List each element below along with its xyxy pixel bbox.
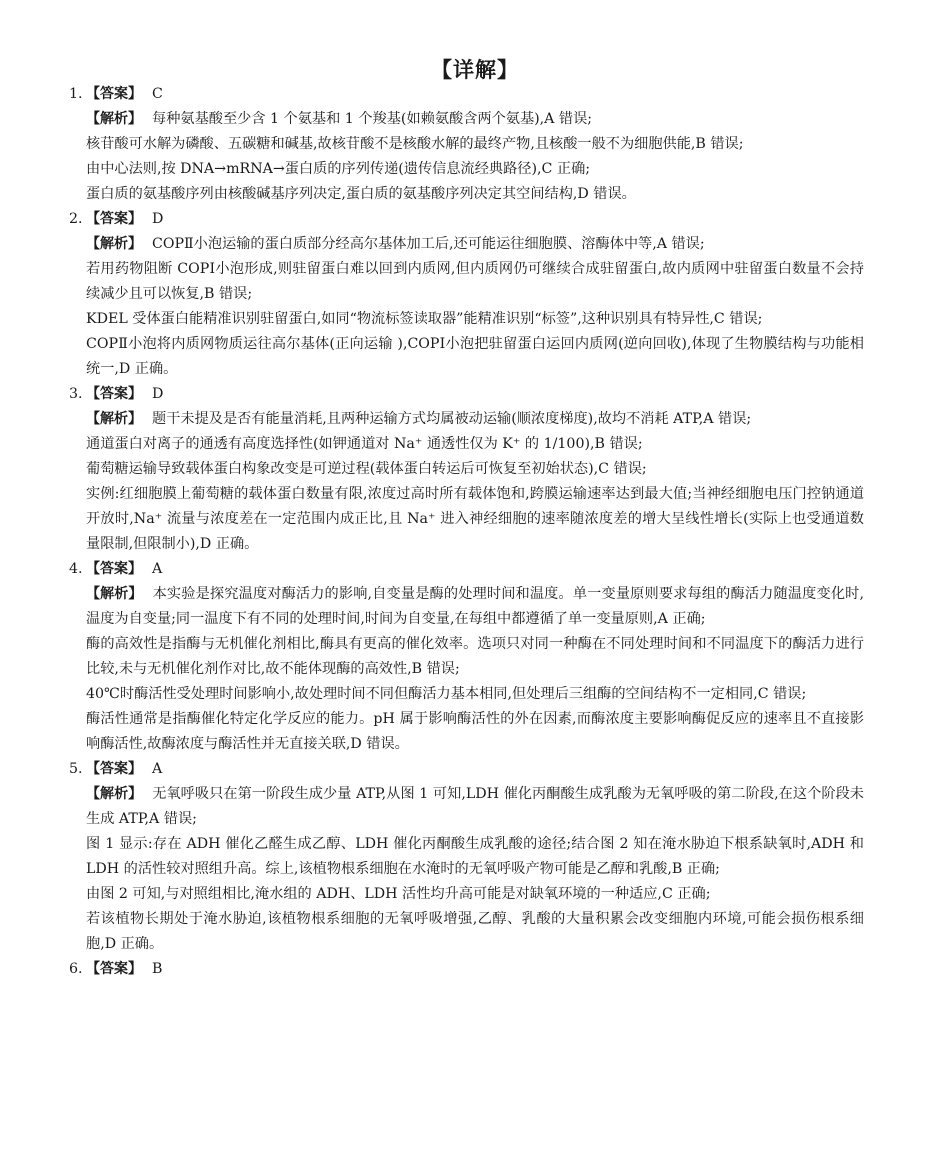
question-block bbox=[69, 207, 864, 382]
analysis-text: 酶活性通常是指酶催化特定化学反应的能力。pH 属于影响酶活性的外在因素,而酶浓度主要影响酶促反应的速率且不直接影响酶活性,故酶浓度与酶活性并无直接关联,D 错误。 bbox=[86, 711, 864, 752]
question-block bbox=[69, 382, 864, 557]
analysis-text: 由图 2 可知,与对照组相比,淹水组的 ADH、LDH 活性均升高可能是对缺氧环境的一种适应,C 正确; bbox=[86, 886, 711, 902]
question-block bbox=[69, 82, 864, 207]
analysis-paragraph bbox=[86, 682, 864, 707]
question-number: 6. bbox=[69, 961, 83, 977]
answer-label: 【答案】 bbox=[86, 211, 142, 227]
page-title: 【详解】 bbox=[431, 58, 519, 82]
question-number: 4. bbox=[69, 561, 83, 577]
analysis-text: 通道蛋白对离子的通透有高度选择性(如钾通道对 Na⁺ 通透性仅为 K⁺ 的 1/100),B 错误; bbox=[86, 436, 643, 452]
analysis-paragraph bbox=[86, 157, 864, 182]
analysis-text: 由中心法则,按 DNA→mRNA→蛋白质的序列传递(遗传信息流经典路径),C 正确; bbox=[86, 161, 591, 177]
answer-value: A bbox=[152, 561, 163, 577]
analysis-paragraph bbox=[86, 907, 864, 957]
answer-label: 【答案】 bbox=[86, 86, 142, 102]
analysis-text: 本实验是探究温度对酶活力的影响,自变量是酶的处理时间和温度。单一变量原则要求每组的酶活力随温度变化时,温度为自变量;同一温度下有不同的处理时间,时间为自变量,在每组中都遵循了单一变量原则,A 正确; bbox=[86, 586, 864, 627]
analysis-text: 葡萄糖运输导致载体蛋白构象改变是可逆过程(载体蛋白转运后可恢复至初始状态),C 错误; bbox=[86, 461, 647, 477]
analysis-text: KDEL 受体蛋白能精准识别驻留蛋白,如同“物流标签读取器”能精准识别“标签”,这种识别具有特异性,C 错误; bbox=[86, 311, 763, 327]
answer-label: 【答案】 bbox=[86, 961, 142, 977]
answer-line bbox=[69, 207, 864, 232]
analysis-paragraph bbox=[86, 882, 864, 907]
analysis-paragraph bbox=[86, 257, 864, 307]
analysis-paragraph bbox=[86, 107, 864, 132]
analysis-paragraph bbox=[86, 132, 864, 157]
analysis-text: COPⅡ小泡运输的蛋白质部分经高尔基体加工后,还可能运往细胞膜、溶酶体中等,A 错误; bbox=[152, 236, 705, 252]
question-number: 2. bbox=[69, 211, 83, 227]
answer-content bbox=[69, 82, 864, 982]
analysis-paragraph bbox=[86, 707, 864, 757]
answer-line bbox=[69, 757, 864, 782]
answer-value: C bbox=[152, 86, 163, 102]
analysis-label: 【解析】 bbox=[86, 586, 143, 602]
question-block bbox=[69, 757, 864, 957]
analysis-text: 若该植物长期处于淹水胁迫,该植物根系细胞的无氧呼吸增强,乙醇、乳酸的大量积累会改变细胞内环境,可能会损伤根系细胞,D 正确。 bbox=[86, 911, 864, 952]
analysis-text: 40℃时酶活性受处理时间影响小,故处理时间不同但酶活力基本相同,但处理后三组酶的空间结构不一定相同,C 错误; bbox=[86, 686, 807, 702]
analysis-paragraph bbox=[86, 632, 864, 682]
question-block bbox=[69, 957, 864, 982]
analysis-text: 酶的高效性是指酶与无机催化剂相比,酶具有更高的催化效率。选项只对同一种酶在不同处理时间和不同温度下的酶活力进行比较,未与无机催化剂作对比,故不能体现酶的高效性,B 错误; bbox=[86, 636, 864, 677]
analysis-text: 图 1 显示:存在 ADH 催化乙醛生成乙醇、LDH 催化丙酮酸生成乳酸的途径;结合图 2 知在淹水胁迫下根系缺氧时,ADH 和 LDH 的活性较对照组升高。综上,该植物根系细胞在水淹时的无氧呼吸产物可能是乙醇和乳酸,B 正确; bbox=[86, 836, 864, 877]
analysis-text: 题干未提及是否有能量消耗,且两种运输方式均属被动运输(顺浓度梯度),故均不消耗 ATP,A 错误; bbox=[152, 411, 752, 427]
answer-label: 【答案】 bbox=[86, 761, 142, 777]
answer-label: 【答案】 bbox=[86, 386, 142, 402]
analysis-text: 核苷酸可水解为磷酸、五碳糖和碱基,故核苷酸不是核酸水解的最终产物,且核酸一般不为细胞供能,B 错误; bbox=[86, 136, 744, 152]
analysis-paragraph bbox=[86, 832, 864, 882]
question-block bbox=[69, 557, 864, 757]
analysis-text: 蛋白质的氨基酸序列由核酸碱基序列决定,蛋白质的氨基酸序列决定其空间结构,D 错误。 bbox=[86, 186, 636, 202]
answer-label: 【答案】 bbox=[86, 561, 142, 577]
analysis-text: 无氧呼吸只在第一阶段生成少量 ATP,从图 1 可知,LDH 催化丙酮酸生成乳酸为无氧呼吸的第二阶段,在这个阶段未生成 ATP,A 错误; bbox=[86, 786, 864, 827]
analysis-label: 【解析】 bbox=[86, 111, 142, 127]
answer-value: D bbox=[152, 211, 164, 227]
analysis-paragraph bbox=[86, 182, 864, 207]
question-number: 1. bbox=[69, 86, 83, 102]
analysis-paragraph bbox=[86, 482, 864, 557]
analysis-paragraph bbox=[86, 782, 864, 832]
analysis-text: 实例:红细胞膜上葡萄糖的载体蛋白数量有限,浓度过高时所有载体饱和,跨膜运输速率达到最大值;当神经细胞电压门控钠通道开放时,Na⁺ 流量与浓度差在一定范围内成正比,且 Na⁺ 进入神经细胞的速率随浓度差的增大呈线性增长(实际上也受通道数量限制,但限制小),D 正确。 bbox=[86, 486, 864, 552]
analysis-paragraph bbox=[86, 582, 864, 632]
analysis-text: 每种氨基酸至少含 1 个氨基和 1 个羧基(如赖氨酸含两个氨基),A 错误; bbox=[152, 111, 593, 127]
analysis-paragraph bbox=[86, 332, 864, 382]
analysis-label: 【解析】 bbox=[86, 236, 142, 252]
analysis-text: COPⅡ小泡将内质网物质运往高尔基体(正向运输 ),COPⅠ小泡把驻留蛋白运回内质网(逆向回收),体现了生物膜结构与功能相统一,D 正确。 bbox=[86, 336, 864, 377]
analysis-label: 【解析】 bbox=[86, 786, 143, 802]
question-number: 3. bbox=[69, 386, 83, 402]
answer-line bbox=[69, 557, 864, 582]
answer-value: B bbox=[152, 961, 163, 977]
analysis-paragraph bbox=[86, 232, 864, 257]
analysis-paragraph bbox=[86, 432, 864, 457]
answer-value: A bbox=[152, 761, 163, 777]
question-number: 5. bbox=[69, 761, 83, 777]
analysis-paragraph bbox=[86, 307, 864, 332]
analysis-paragraph bbox=[86, 457, 864, 482]
analysis-label: 【解析】 bbox=[86, 411, 142, 427]
answer-line bbox=[69, 382, 864, 407]
answer-line bbox=[69, 82, 864, 107]
analysis-paragraph bbox=[86, 407, 864, 432]
answer-line bbox=[69, 957, 864, 982]
answer-value: D bbox=[152, 386, 164, 402]
analysis-text: 若用药物阻断 COPⅠ小泡形成,则驻留蛋白难以回到内质网,但内质网仍可继续合成驻留蛋白,故内质网中驻留蛋白数量不会持续减少且可以恢复,B 错误; bbox=[86, 261, 864, 302]
